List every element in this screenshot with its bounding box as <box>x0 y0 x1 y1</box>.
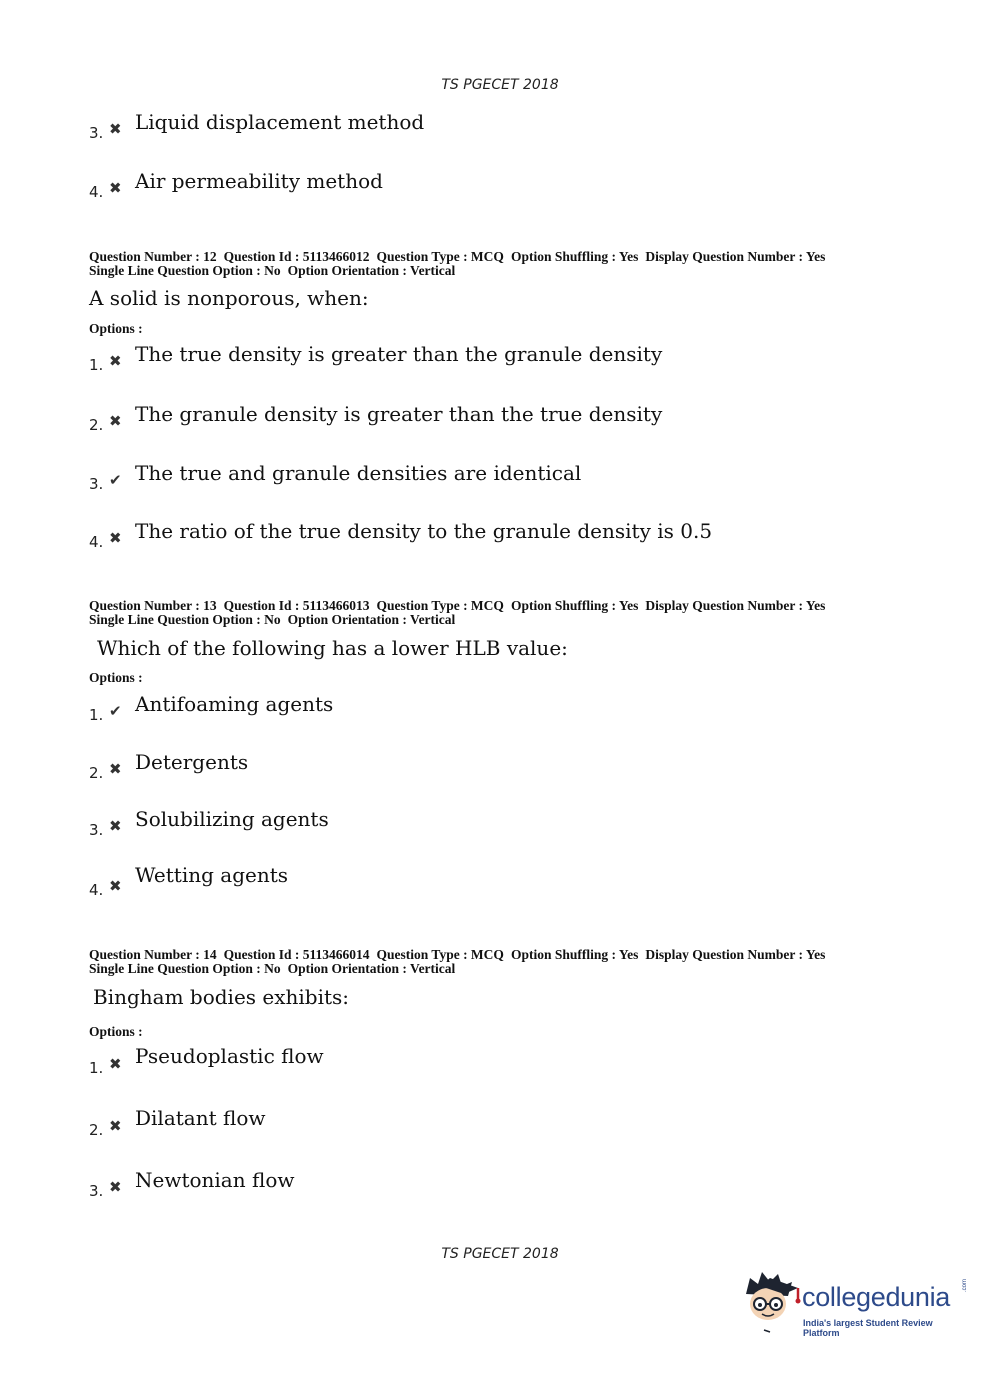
mascot-icon <box>740 1268 802 1338</box>
logo-suffix: .com <box>962 1278 968 1292</box>
option-number: 4. <box>89 183 104 201</box>
option-text: The ratio of the true density to the granule density is 0.5 <box>135 519 713 543</box>
option-text: The true and granule densities are identical <box>135 461 582 485</box>
cross-icon: ✖ <box>109 817 122 835</box>
options-label: Options : <box>89 670 143 685</box>
option-text: Solubilizing agents <box>135 807 329 831</box>
check-icon: ✔ <box>109 702 122 720</box>
option-text: Dilatant flow <box>135 1106 266 1130</box>
check-icon: ✔ <box>109 471 122 489</box>
option-text: Air permeability method <box>135 169 383 193</box>
cross-icon: ✖ <box>109 412 122 430</box>
cross-icon: ✖ <box>109 1178 122 1196</box>
meta-field: Question Type : MCQ <box>376 947 504 962</box>
meta-field: Question Number : 14 <box>89 947 217 962</box>
meta-field: Option Orientation : Vertical <box>287 961 456 976</box>
option-text: Liquid displacement method <box>135 110 425 134</box>
cross-icon: ✖ <box>109 179 122 197</box>
cross-icon: ✖ <box>109 529 122 547</box>
meta-field: Question Id : 5113466013 <box>223 598 370 613</box>
meta-field: Option Orientation : Vertical <box>287 263 456 278</box>
meta-field: Question Number : 12 <box>89 249 217 264</box>
meta-field: Display Question Number : Yes <box>645 249 826 264</box>
option-text: Antifoaming agents <box>135 692 334 716</box>
cross-icon: ✖ <box>109 760 122 778</box>
cross-icon: ✖ <box>109 120 122 138</box>
question-meta <box>89 948 832 976</box>
option-number: 1. <box>89 356 104 374</box>
meta-field: Question Type : MCQ <box>376 598 504 613</box>
question-meta <box>89 250 832 278</box>
cross-icon: ✖ <box>109 352 122 370</box>
question-text: Which of the following has a lower HLB value: <box>97 636 568 660</box>
option-number: 3. <box>89 124 104 142</box>
cross-icon: ✖ <box>109 1117 122 1135</box>
meta-field: Single Line Question Option : No <box>89 961 281 976</box>
logo-tagline: India's largest Student Review Platform <box>803 1318 933 1338</box>
option-number: 4. <box>89 881 104 899</box>
question-text: A solid is nonporous, when: <box>89 286 369 310</box>
meta-field: Question Number : 13 <box>89 598 217 613</box>
question-meta <box>89 599 832 627</box>
option-number: 3. <box>89 475 104 493</box>
page-footer: TS PGECET 2018 <box>441 1246 559 1262</box>
question-text: Bingham bodies exhibits: <box>93 985 350 1009</box>
option-text: Newtonian flow <box>135 1168 295 1192</box>
meta-field: Option Shuffling : Yes <box>510 947 639 962</box>
logo-wordmark: collegedunia <box>802 1282 951 1312</box>
option-text: Detergents <box>135 750 249 774</box>
meta-field: Option Orientation : Vertical <box>287 612 456 627</box>
option-text: Wetting agents <box>135 863 289 887</box>
option-number: 2. <box>89 416 104 434</box>
cross-icon: ✖ <box>109 1055 122 1073</box>
option-number: 4. <box>89 533 104 551</box>
collegedunia-logo <box>740 1268 970 1338</box>
meta-field: Option Shuffling : Yes <box>510 249 639 264</box>
page-header: TS PGECET 2018 <box>441 77 559 93</box>
options-label: Options : <box>89 1024 143 1039</box>
meta-field: Question Id : 5113466014 <box>223 947 370 962</box>
option-number: 3. <box>89 821 104 839</box>
option-number: 3. <box>89 1182 104 1200</box>
meta-field: Single Line Question Option : No <box>89 263 281 278</box>
meta-field: Question Type : MCQ <box>376 249 504 264</box>
option-text: The true density is greater than the granule density <box>135 342 663 366</box>
meta-field: Display Question Number : Yes <box>645 598 826 613</box>
meta-field: Display Question Number : Yes <box>645 947 826 962</box>
option-text: The granule density is greater than the true density <box>135 402 663 426</box>
option-number: 1. <box>89 1059 104 1077</box>
option-number: 1. <box>89 706 104 724</box>
option-number: 2. <box>89 764 104 782</box>
cross-icon: ✖ <box>109 877 122 895</box>
options-label: Options : <box>89 321 143 336</box>
meta-field: Question Id : 5113466012 <box>223 249 370 264</box>
meta-field: Option Shuffling : Yes <box>510 598 639 613</box>
meta-field: Single Line Question Option : No <box>89 612 281 627</box>
option-text: Pseudoplastic flow <box>135 1044 324 1068</box>
option-number: 2. <box>89 1121 104 1139</box>
